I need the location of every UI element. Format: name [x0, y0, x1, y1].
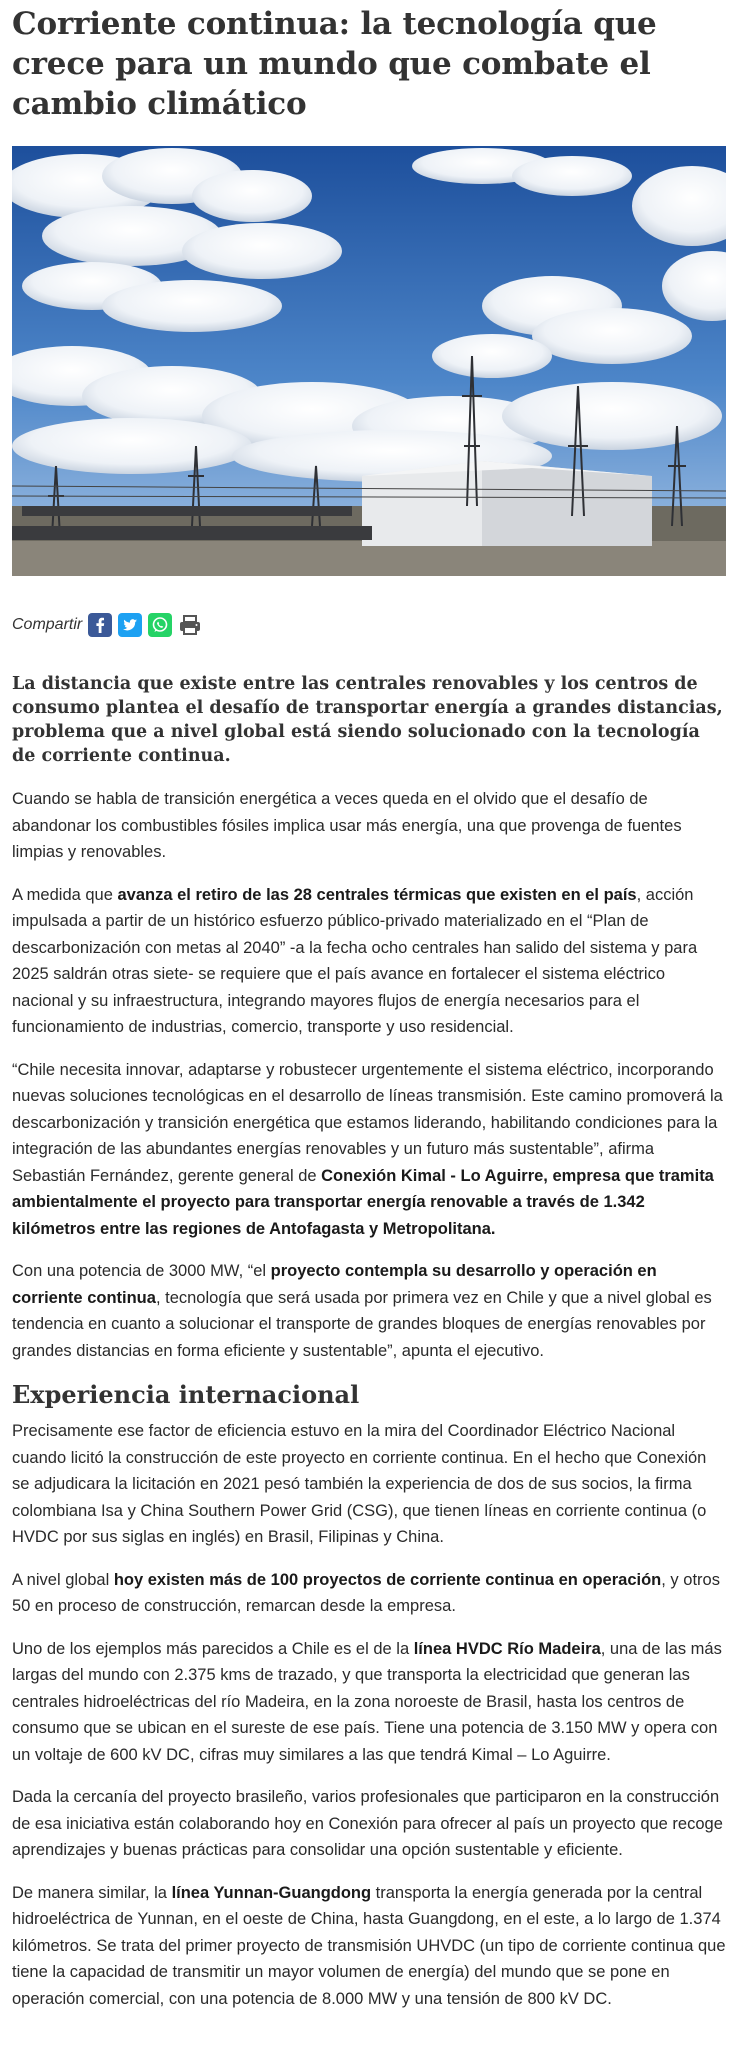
- facebook-icon[interactable]: [88, 613, 112, 637]
- article: [0, 4, 738, 2012]
- paragraph-8: Dada la cercanía del proyecto brasileño, varios profesionales que participaron en la construcción de esa iniciativa están colaborando hoy en Conexión para ofrecer al país un proyecto que recoge aprendizajes y buenas prácticas para consolidar una opción sustentable y eficiente.: [12, 1788, 723, 1859]
- article-lead: La distancia que existe entre las centrales renovables y los centros de consumo plantea el desafío de transportar energía a grandes distancias, problema que a nivel global está siendo solucionado con la tecnología de corriente continua.: [12, 674, 723, 766]
- paragraph-7: Uno de los ejemplos más parecidos a Chile es el de la línea HVDC Río Madeira, una de las más largas del mundo con 2.375 kms de trazado, y que transporta la electricidad que generan las centrales hidroeléctricas del río Madeira, en la zona noroeste de Brasil, hasta los centros de consumo que se ubican en el sureste de ese país. Tiene una potencia de 3.150 MW y opera con un voltaje de 600 kV DC, cifras muy similares a las que tendrá Kimal – Lo Aguirre.: [12, 1639, 722, 1764]
- article-title: Corriente continua: la tecnología que crece para un mundo que combate el cambio climático: [12, 6, 657, 122]
- paragraph-9: De manera similar, la línea Yunnan-Guangdong transporta la energía generada por la central hidroeléctrica de Yunnan, en el oeste de China, hasta Guangdong, en el este, a lo largo de 1.374 kilómetros. Se trata del primer proyecto de transmisión UHVDC (un tipo de corriente continua que tiene la capacidad de transmitir un mayor volumen de energía) del mundo que se pone en operación comercial, con una potencia de 8.000 MW y una tensión de 800 kV DC.: [12, 1883, 726, 2008]
- section-heading: Experiencia internacional: [12, 1380, 360, 1409]
- paragraph-4: Con una potencia de 3000 MW, “el proyecto contempla su desarrollo y operación en corriente continua, tecnología que será usada por primera vez en Chile y que a nivel global es tendencia en cuanto a solucionar el transporte de grandes bloques de energías renovables por grandes distancias en forma eficiente y sustentable”, apunta el ejecutivo.: [12, 1262, 712, 1360]
- share-bar: [12, 612, 726, 638]
- print-icon[interactable]: [178, 613, 202, 637]
- whatsapp-icon[interactable]: [148, 613, 172, 637]
- hero-image: [12, 146, 726, 576]
- paragraph-5: Precisamente ese factor de eficiencia estuvo en la mira del Coordinador Eléctrico Nacional cuando licitó la construcción de este proyecto en corriente continua. En el hecho que Conexión se adjudicara la licitación en 2021 pesó también la experiencia de dos de sus socios, la firma colombiana Isa y China Southern Power Grid (CSG), que tienen líneas en corriente continua (o HVDC por sus siglas en inglés) en Brasil, Filipinas y China.: [12, 1422, 707, 1546]
- paragraph-2: A medida que avanza el retiro de las 28 centrales térmicas que existen en el país, acción impulsada a partir de un histórico esfuerzo público-privado materializado en el “Plan de descarbonización con metas al 2040” -a la fecha ocho centrales han salido del sistema y para 2025 saldrán otras siete- se requiere que el país avance en fortalecer el sistema eléctrico nacional y su infraestructura, integrando mayores flujos de energía necesarios para el funcionamiento de industrias, comercio, transporte y uso residencial.: [12, 885, 698, 1036]
- share-label: Compartir: [12, 616, 83, 633]
- paragraph-3: “Chile necesita innovar, adaptarse y robustecer urgentemente el sistema eléctrico, incorporando nuevas soluciones tecnológicas en el desarrollo de líneas transmisión. Este camino promoverá la descarbonización y transición energética que estamos liderando, habilitando condiciones para la integración de las abundantes energías renovables y un futuro más sustentable”, afirma Sebastián Fernández, gerente general de Conexión Kimal - Lo Aguirre, empresa que tramita ambientalmente el proyecto para transportar energía renovable a través de 1.342 kilómetros entre las regiones de Antofagasta y Metropolitana.: [12, 1060, 723, 1238]
- paragraph-6: A nivel global hoy existen más de 100 proyectos de corriente continua en operación, y otros 50 en proceso de construcción, remarcan desde la empresa.: [12, 1570, 720, 1615]
- paragraph-1: Cuando se habla de transición energética a veces queda en el olvido que el desafío de abandonar los combustibles fósiles implica usar más energía, una que provenga de fuentes limpias y renovables.: [12, 790, 682, 861]
- twitter-icon[interactable]: [118, 613, 142, 637]
